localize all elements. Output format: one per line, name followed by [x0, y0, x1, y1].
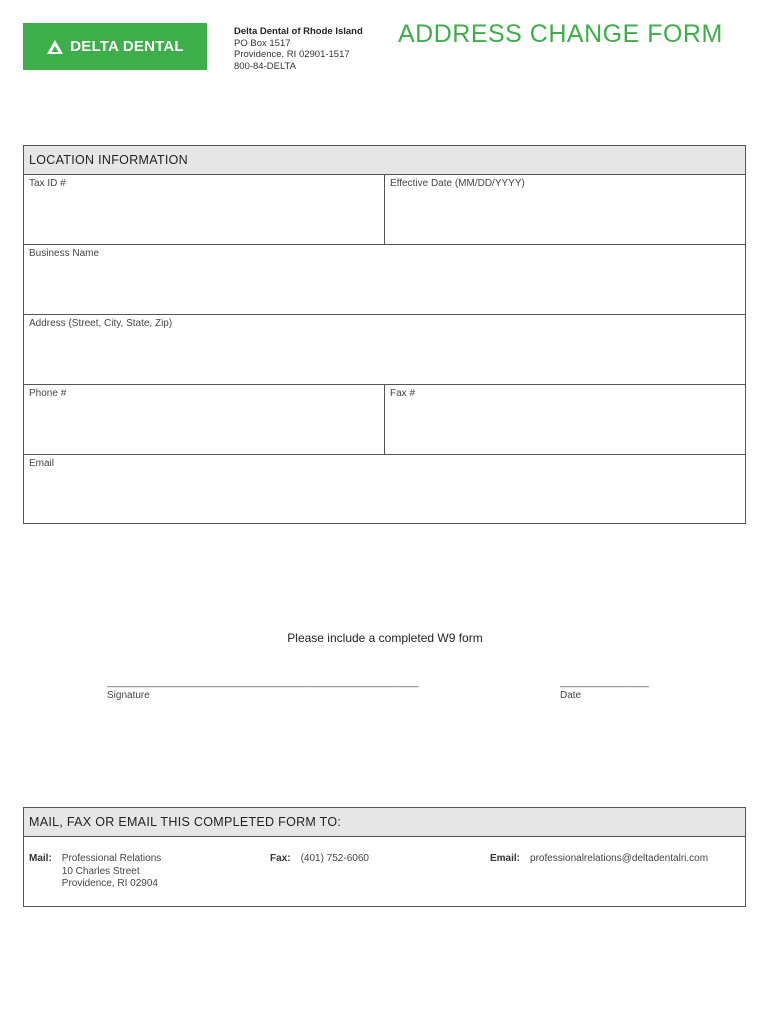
effective-date-field[interactable]	[385, 175, 745, 244]
address-label: Address (Street, City, State, Zip)	[29, 318, 173, 329]
fax-label: Fax #	[390, 388, 416, 399]
mail-line-2: 10 Charles Street	[61, 865, 140, 877]
mail-column	[29, 853, 270, 891]
email-row	[24, 455, 745, 525]
tax-date-row	[24, 175, 745, 245]
location-information-section	[23, 145, 746, 524]
effective-date-label: Effective Date (MM/DD/YYYY)	[390, 178, 525, 189]
phone-label: Phone #	[29, 388, 67, 399]
address-row	[24, 315, 745, 385]
email-column	[490, 853, 708, 891]
signature-label: Signature	[107, 690, 150, 701]
fax-field[interactable]	[385, 385, 745, 454]
org-po-box: PO Box 1517	[234, 37, 291, 49]
mail-line-1: Professional Relations	[61, 853, 162, 864]
date-label: Date	[560, 690, 582, 701]
org-address-block	[234, 26, 363, 72]
email-label: Email	[29, 458, 55, 469]
mail-address	[62, 853, 162, 891]
delta-dental-logo	[23, 23, 207, 70]
org-city: Providence, RI 02901-1517	[234, 49, 350, 60]
mail-section	[23, 807, 746, 907]
date-line[interactable]: ________________	[560, 677, 649, 688]
org-phone: 800-84-DELTA	[234, 60, 296, 72]
address-field[interactable]	[24, 315, 745, 384]
location-section-header: LOCATION INFORMATION	[24, 146, 745, 175]
tax-id-field[interactable]	[24, 175, 385, 244]
email-field[interactable]	[24, 455, 745, 525]
mail-key: Mail:	[29, 853, 52, 864]
mail-line-3: Providence, RI 02904	[61, 878, 158, 889]
fax-number: (401) 752-6060	[300, 853, 369, 864]
mail-details	[24, 837, 745, 891]
fax-key: Fax:	[270, 853, 291, 864]
business-name-field[interactable]	[24, 245, 745, 314]
signature-line[interactable]: ________________________________________________________	[107, 677, 419, 688]
w9-note: Please include a completed W9 form	[287, 631, 483, 645]
business-name-label: Business Name	[29, 248, 100, 259]
org-name: Delta Dental of Rhode Island	[234, 26, 363, 37]
email-key: Email:	[490, 853, 521, 864]
form-title: ADDRESS CHANGE FORM	[398, 20, 723, 48]
tax-id-label: Tax ID #	[29, 178, 66, 189]
mail-section-header: MAIL, FAX OR EMAIL THIS COMPLETED FORM TO:	[24, 808, 745, 837]
logo-text: DELTA DENTAL	[70, 38, 184, 55]
phone-fax-row	[24, 385, 745, 455]
phone-field[interactable]	[24, 385, 385, 454]
email-address[interactable]: professionalrelations@deltadentalri.com	[530, 853, 709, 864]
fax-column	[270, 853, 490, 891]
business-name-row	[24, 245, 745, 315]
delta-triangle-icon	[46, 39, 64, 55]
